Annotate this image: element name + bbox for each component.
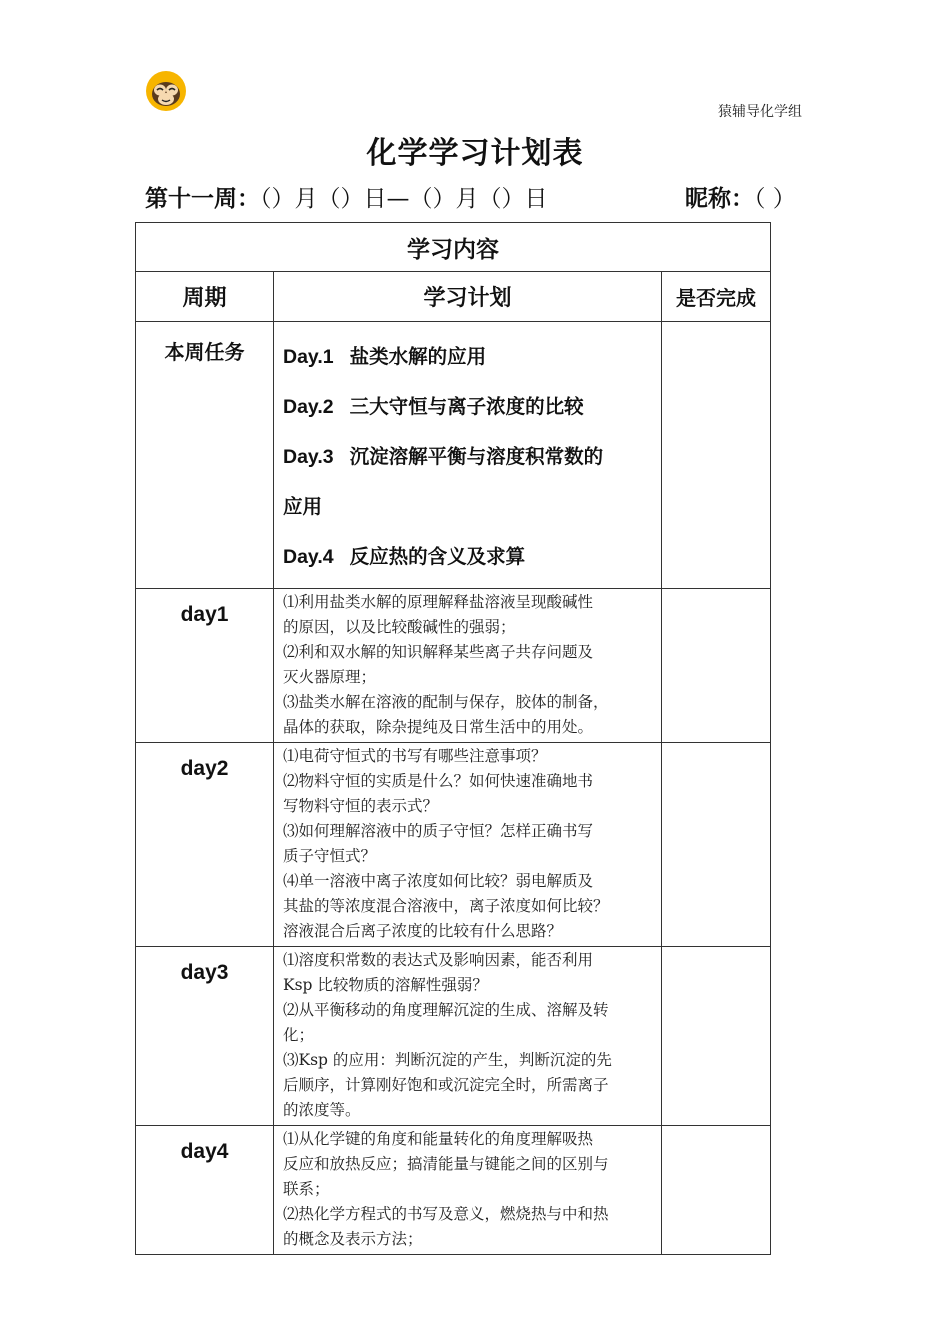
nickname-value: （ ） <box>754 186 796 212</box>
week-line <box>145 180 548 213</box>
week-label: 第十一周： <box>145 186 260 212</box>
nickname-label: 昵称： <box>685 186 754 212</box>
task-item: Day.4 反应热的含义及求算 <box>283 545 526 568</box>
task-item: 应用 <box>283 495 323 518</box>
org-label: 猿辅导化学组 <box>718 104 802 120</box>
task-item: Day.1 盐类水解的应用 <box>283 345 487 368</box>
day-label: day4 <box>136 1126 274 1255</box>
completion-cell[interactable] <box>662 743 771 947</box>
day2-plan: ⑴电荷守恒式的书写有哪些注意事项？ ⑵物料守恒的实质是什么？如何快速准确地书 写物料守恒的表示式？ ⑶如何理解溶液中的质子守恒？怎样正确书写 质子守恒式？ ⑷单一溶液中离子浓度如何比较？弱电解质及 其盐的等浓度混合溶液中，离子浓度如何比较？ 溶液混合后离子浓度的比较有什么思路？ <box>274 743 662 947</box>
day-label: day2 <box>136 743 274 947</box>
monkey-logo-icon <box>145 70 187 112</box>
day3-plan: ⑴溶度积常数的表达式及影响因素，能否利用 Ksp 比较物质的溶解性强弱？ ⑵从平衡移动的角度理解沉淀的生成、溶解及转 化； ⑶Ksp 的应用：判断沉淀的产生，判断沉淀的先 后顺序，计算刚好饱和或沉淀完全时，所需离子 的浓度等。 <box>274 947 662 1126</box>
page-title: 化学学习计划表 <box>366 136 584 171</box>
day-label: day1 <box>136 589 274 743</box>
day-label: day3 <box>136 947 274 1126</box>
column-header-done: 是否完成 <box>662 272 771 322</box>
nickname-line <box>685 180 796 213</box>
tasks-label: 本周任务 <box>136 322 274 589</box>
day1-plan: ⑴利用盐类水解的原理解释盐溶液呈现酸碱性 的原因，以及比较酸碱性的强弱； ⑵利和双水解的知识解释某些离子共存问题及 灭火器原理； ⑶盐类水解在溶液的配制与保存，胶体的制备， 晶体的获取，除杂提纯及日常生活中的用处。 <box>274 589 662 743</box>
completion-cell[interactable] <box>662 1126 771 1255</box>
column-header-period: 周期 <box>136 272 274 322</box>
weekly-task-list <box>274 322 662 589</box>
completion-cell[interactable] <box>662 589 771 743</box>
task-item: Day.2 三大守恒与离子浓度的比较 <box>283 395 584 418</box>
week-dates: （）月（）日—（）月（）日 <box>260 186 548 212</box>
study-plan-table <box>135 222 771 1255</box>
completion-cell[interactable] <box>662 322 771 589</box>
column-header-plan: 学习计划 <box>274 272 662 322</box>
section-header: 学习内容 <box>136 223 771 272</box>
completion-cell[interactable] <box>662 947 771 1126</box>
task-item: Day.3 沉淀溶解平衡与溶度积常数的 <box>283 445 604 468</box>
day4-plan: ⑴从化学键的角度和能量转化的角度理解吸热 反应和放热反应；搞清能量与键能之间的区别与 联系； ⑵热化学方程式的书写及意义，燃烧热与中和热 的概念及表示方法； <box>274 1126 662 1255</box>
